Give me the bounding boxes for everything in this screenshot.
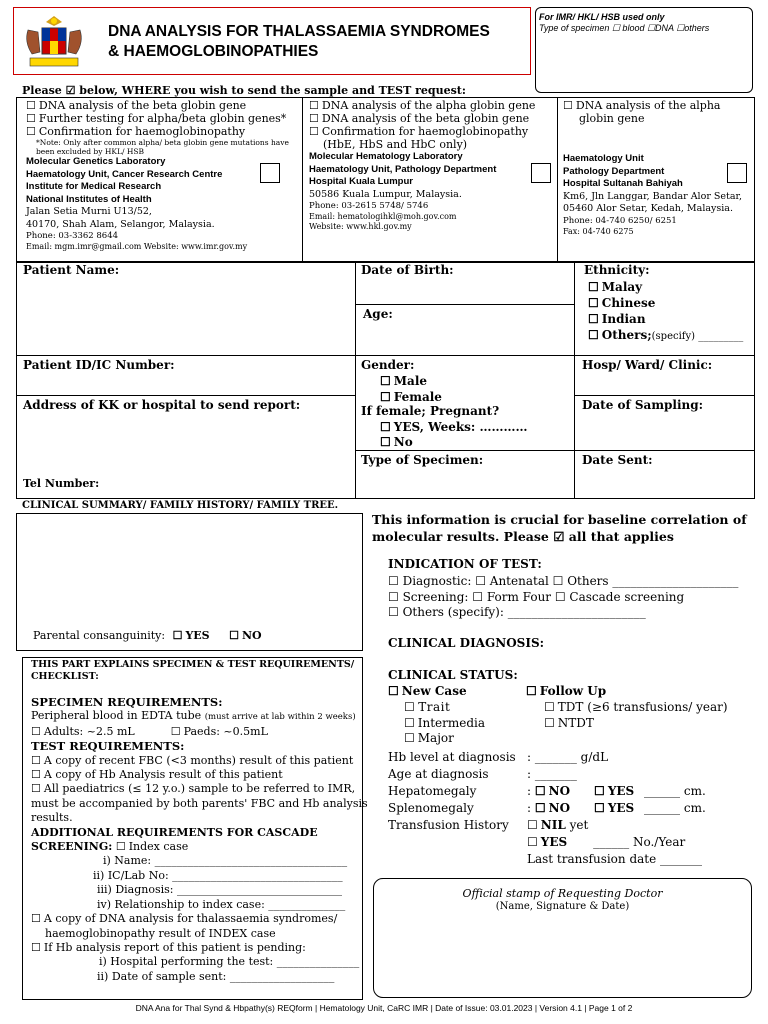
transfusion-yes-checkbox[interactable]: YES bbox=[540, 835, 568, 849]
lab-hkl-select-box[interactable] bbox=[531, 163, 551, 183]
follow-up-options bbox=[544, 700, 728, 731]
test-checkbox[interactable]: ☐ Further testing for alpha/beta globin genes* bbox=[26, 112, 300, 125]
transfusion-nil-checkbox[interactable]: NIL bbox=[540, 818, 566, 832]
clinical-summary-heading: CLINICAL SUMMARY/ FAMILY HISTORY/ FAMILY TREE. bbox=[22, 500, 339, 511]
consanguinity-yes-checkbox[interactable]: ☐ YES bbox=[173, 629, 210, 642]
gender-options bbox=[380, 373, 442, 405]
hb-analysis-checkbox[interactable]: ☐ A copy of Hb Analysis result of this patient bbox=[31, 768, 361, 782]
address-label: Address of KK or hospital to send report: bbox=[23, 398, 301, 412]
dob-label: Date of Birth: bbox=[361, 263, 454, 277]
instruction-text: Please ☑ below, WHERE you wish to send the sample and TEST request: bbox=[22, 84, 466, 97]
footer-text: DNA Ana for Thal Synd & Hbpathy(s) REQform | Hematology Unit, CaRC IMR | Date of Issue: 03.01.2023 | Version 4.1 | Page 1 of 2 bbox=[135, 1003, 633, 1013]
pending-checkbox[interactable]: ☐ If Hb analysis report of this patient is pending: bbox=[31, 941, 361, 955]
test-checkbox[interactable]: ☐ DNA analysis of the alpha bbox=[563, 99, 753, 112]
trait-checkbox[interactable]: ☐ Trait bbox=[404, 700, 485, 716]
hosp-ward-label: Hosp/ Ward/ Clinic: bbox=[582, 358, 713, 372]
clinical-status-heading: CLINICAL STATUS: bbox=[388, 668, 518, 682]
specimen-type-label: Type of Specimen: bbox=[361, 453, 484, 467]
lab-imr-select-box[interactable] bbox=[260, 163, 280, 183]
clinical-measure-values: : _______ g/dL : _______ : ☐ NO☐ YES ______ cm. : ☐ NO☐ YES ______ cm. ☐ NIL yet ☐ YES ______ No./Year Last transfusion date _______ bbox=[527, 749, 752, 868]
index-case-checkbox[interactable]: ☐ Index case bbox=[116, 840, 188, 853]
lab-hsb-select-box[interactable] bbox=[727, 163, 747, 183]
indication-line-3[interactable]: ☐ Others (specify): _______________________ bbox=[388, 605, 646, 619]
age-label: Age: bbox=[363, 307, 393, 321]
pregnant-label: If female; Pregnant? bbox=[361, 404, 500, 418]
hb-level-value[interactable]: : _______ g/dL bbox=[527, 750, 609, 764]
hepatomegaly-label: Hepatomegaly bbox=[388, 784, 477, 798]
stamp-title: Official stamp of Requesting Doctor bbox=[462, 887, 663, 900]
tdt-checkbox[interactable]: ☐ TDT (≥6 transfusions/ year) bbox=[544, 700, 728, 716]
imr-specimen-line: Type of specimen ☐ blood ☐DNA ☐others bbox=[539, 23, 710, 33]
pregnant-no-checkbox[interactable]: ☐ No bbox=[380, 435, 528, 450]
ethnicity-indian-checkbox[interactable]: ☐ Indian bbox=[588, 311, 743, 327]
imr-use-box bbox=[535, 7, 753, 93]
lab-imr: ☐ DNA analysis of the beta globin gene ☐ Further testing for alpha/beta globin genes* ☐ Confirmation for haemoglobinopathy *Note: Only after common alpha/ beta globin gene mutations have been excluded by HKL/ HSB Molecular Genetics Laboratory Haematology Unit, Cancer Research Centre Institute for Medical Research National Institutes of Health Jalan Setia Murni U13/52, 40170, Shah Alam, Selangor, Malaysia. Phone: 03-3362 8644 Email: mgm.imr@gmail.com Website: www.imr.gov.my bbox=[26, 99, 300, 252]
intermedia-checkbox[interactable]: ☐ Intermedia bbox=[404, 716, 485, 732]
clinical-measures bbox=[388, 749, 516, 834]
fbc-checkbox[interactable]: ☐ A copy of recent FBC (<3 months) result of this patient bbox=[31, 754, 361, 768]
imr-heading: For IMR/ HKL/ HSB used only bbox=[539, 12, 665, 22]
adults-checkbox[interactable]: ☐ Adults: ~2.5 mL bbox=[31, 725, 135, 738]
follow-up-checkbox[interactable]: ☐ Follow Up bbox=[526, 684, 606, 698]
splenomegaly-no-checkbox[interactable]: ☐ NO bbox=[535, 801, 570, 815]
ethnicity-label: Ethnicity: bbox=[584, 263, 650, 277]
gender-female-checkbox[interactable]: ☐ Female bbox=[380, 389, 442, 405]
pregnant-options bbox=[380, 420, 528, 450]
hb-level-label: Hb level at diagnosis bbox=[388, 750, 516, 764]
indication-line-2[interactable]: ☐ Screening: ☐ Form Four ☐ Cascade screening bbox=[388, 589, 685, 604]
age-diagnosis-label: Age at diagnosis bbox=[388, 767, 489, 781]
index-ic-field[interactable]: ii) IC/Lab No: _______________________________ bbox=[93, 868, 343, 882]
test-checkbox[interactable]: ☐ Confirmation for haemoglobinopathy bbox=[26, 125, 300, 138]
checklist-content: SPECIMEN REQUIREMENTS: Peripheral blood in EDTA tube (must arrive at lab within 2 weeks) ☐ Adults: ~2.5 mL☐ Paeds: ~0.5mL TEST REQUIREMENTS: ☐ A copy of recent FBC (<3 months) result of this patient ☐ A copy of Hb Analysis result of this patient ☐ All paediatrics (≤ 12 y.o.) sample to be referred to IMR, must be accompanied by both parents' FBC and Hb analysis results. ADDITIONAL REQUIREMENTS FOR CASCADE SCREENING: ☐ Index case i) Name: ___________________________________ ii) IC/Lab No: _______________________________ iii) Diagnosis: ______________________________ iv) Relationship to index case: ______________ ☐ A copy of DNA analysis for thalassaemia syndromes/ haemoglobinopathy result of INDEX case ☐ If Hb analysis report of this patient is pending: i) Hospital performing the test: _______________ ii) Date of sample sent: ___________________ bbox=[31, 695, 361, 984]
new-case-checkbox[interactable]: ☐ New Case bbox=[388, 684, 467, 698]
lab-note: *Note: Only after common alpha/ beta globin gene mutations have been excluded by HKL/ HSB bbox=[36, 138, 289, 156]
test-checkbox[interactable]: ☐ DNA analysis of the beta globin gene bbox=[26, 99, 300, 112]
gender-male-checkbox[interactable]: ☐ Male bbox=[380, 373, 442, 389]
gender-label: Gender: bbox=[361, 358, 415, 372]
ethnicity-malay-checkbox[interactable]: ☐ Malay bbox=[588, 279, 743, 295]
test-checkbox[interactable]: ☐ DNA analysis of the alpha globin gene bbox=[309, 99, 555, 112]
info-text: This information is crucial for baseline correlation of molecular results. Please ☑ all that applies bbox=[372, 512, 747, 544]
index-name-field[interactable]: i) Name: ___________________________________ bbox=[103, 854, 348, 868]
splenomegaly-label: Splenomegaly bbox=[388, 801, 474, 815]
pregnant-yes-checkbox[interactable]: ☐ YES, Weeks: ………… bbox=[380, 420, 528, 435]
splenomegaly-yes-checkbox[interactable]: ☐ YES bbox=[594, 801, 634, 815]
paediatrics-checkbox[interactable]: ☐ All paediatrics (≤ 12 y.o.) sample to be referred to IMR, bbox=[31, 782, 361, 796]
age-diagnosis-value[interactable]: : _______ bbox=[527, 767, 577, 781]
checklist-heading: THIS PART EXPLAINS SPECIMEN & TEST REQUIREMENTS/ CHECKLIST: bbox=[31, 659, 355, 682]
index-diagnosis-field[interactable]: iii) Diagnosis: ______________________________ bbox=[97, 883, 342, 897]
stamp-subtitle: (Name, Signature & Date) bbox=[495, 901, 630, 912]
patient-name-label: Patient Name: bbox=[23, 263, 120, 277]
dna-copy-checkbox[interactable]: ☐ A copy of DNA analysis for thalassaemia syndromes/ bbox=[31, 912, 361, 926]
indication-heading: INDICATION OF TEST: bbox=[388, 557, 542, 571]
date-sampling-label: Date of Sampling: bbox=[582, 398, 704, 412]
date-sent-label: Date Sent: bbox=[582, 453, 653, 467]
major-checkbox[interactable]: ☐ Major bbox=[404, 731, 485, 747]
new-case-options bbox=[404, 700, 485, 747]
pending-hospital-field[interactable]: i) Hospital performing the test: _______________ bbox=[99, 955, 360, 969]
consanguinity-row: Parental consanguinity: ☐ YES ☐ NO bbox=[33, 629, 262, 643]
lab-hkl: ☐ DNA analysis of the alpha globin gene ☐ DNA analysis of the beta globin gene ☐ Confirmation for haemoglobinopathy (HbE, HbS and HbC only) Molecular Hematology Laboratory Haematology Unit, Pathology Department Hospital Kuala Lumpur 50586 Kuala Lumpur, Malaysia. Phone: 03-2615 5748/ 5746 Email: hematologihkl@moh.gov.com Website: www.hkl.gov.my bbox=[309, 99, 555, 232]
last-transfusion-date[interactable]: Last transfusion date _______ bbox=[527, 852, 703, 866]
pending-date-field[interactable]: ii) Date of sample sent: ___________________ bbox=[97, 969, 335, 983]
indication-line-1[interactable]: ☐ Diagnostic: ☐ Antenatal ☐ Others _____________________ bbox=[388, 574, 739, 588]
hepatomegaly-no-checkbox[interactable]: ☐ NO bbox=[535, 784, 570, 798]
ntdt-checkbox[interactable]: ☐ NTDT bbox=[544, 716, 728, 732]
index-relationship-field[interactable]: iv) Relationship to index case: ______________ bbox=[97, 897, 346, 911]
paeds-checkbox[interactable]: ☐ Paeds: ~0.5mL bbox=[171, 725, 268, 738]
indication-options bbox=[388, 574, 738, 621]
transfusion-history-label: Transfusion History bbox=[388, 818, 509, 832]
lab-hsb: ☐ DNA analysis of the alpha globin gene Haematology Unit Pathology Department Hospital Sultanah Bahiyah Km6, Jln Langgar, Bandar Alor Setar, 05460 Alor Setar, Kedah, Malaysia. Phone: 04-740 6250/ 6251 Fax: 04-740 6275 bbox=[563, 99, 753, 237]
patient-id-label: Patient ID/IC Number: bbox=[23, 358, 175, 372]
form-title: DNA ANALYSIS FOR THALASSAEMIA SYNDROMES & HAEMOGLOBINOPATHIES bbox=[108, 23, 490, 60]
ethnicity-chinese-checkbox[interactable]: ☐ Chinese bbox=[588, 295, 743, 311]
test-checkbox[interactable]: ☐ Confirmation for haemoglobinopathy bbox=[309, 125, 555, 138]
test-checkbox[interactable]: ☐ DNA analysis of the beta globin gene bbox=[309, 112, 555, 125]
ethnicity-others-checkbox[interactable]: ☐ Others; bbox=[588, 328, 652, 342]
hepatomegaly-yes-checkbox[interactable]: ☐ YES bbox=[594, 784, 634, 798]
ethnicity-options: ☐ Malay ☐ Chinese ☐ Indian ☐ Others;(specify) _________ bbox=[588, 279, 743, 345]
consanguinity-no-checkbox[interactable]: ☐ NO bbox=[229, 629, 262, 642]
tel-label: Tel Number: bbox=[23, 477, 100, 490]
clinical-diagnosis-label: CLINICAL DIAGNOSIS: bbox=[388, 636, 545, 650]
